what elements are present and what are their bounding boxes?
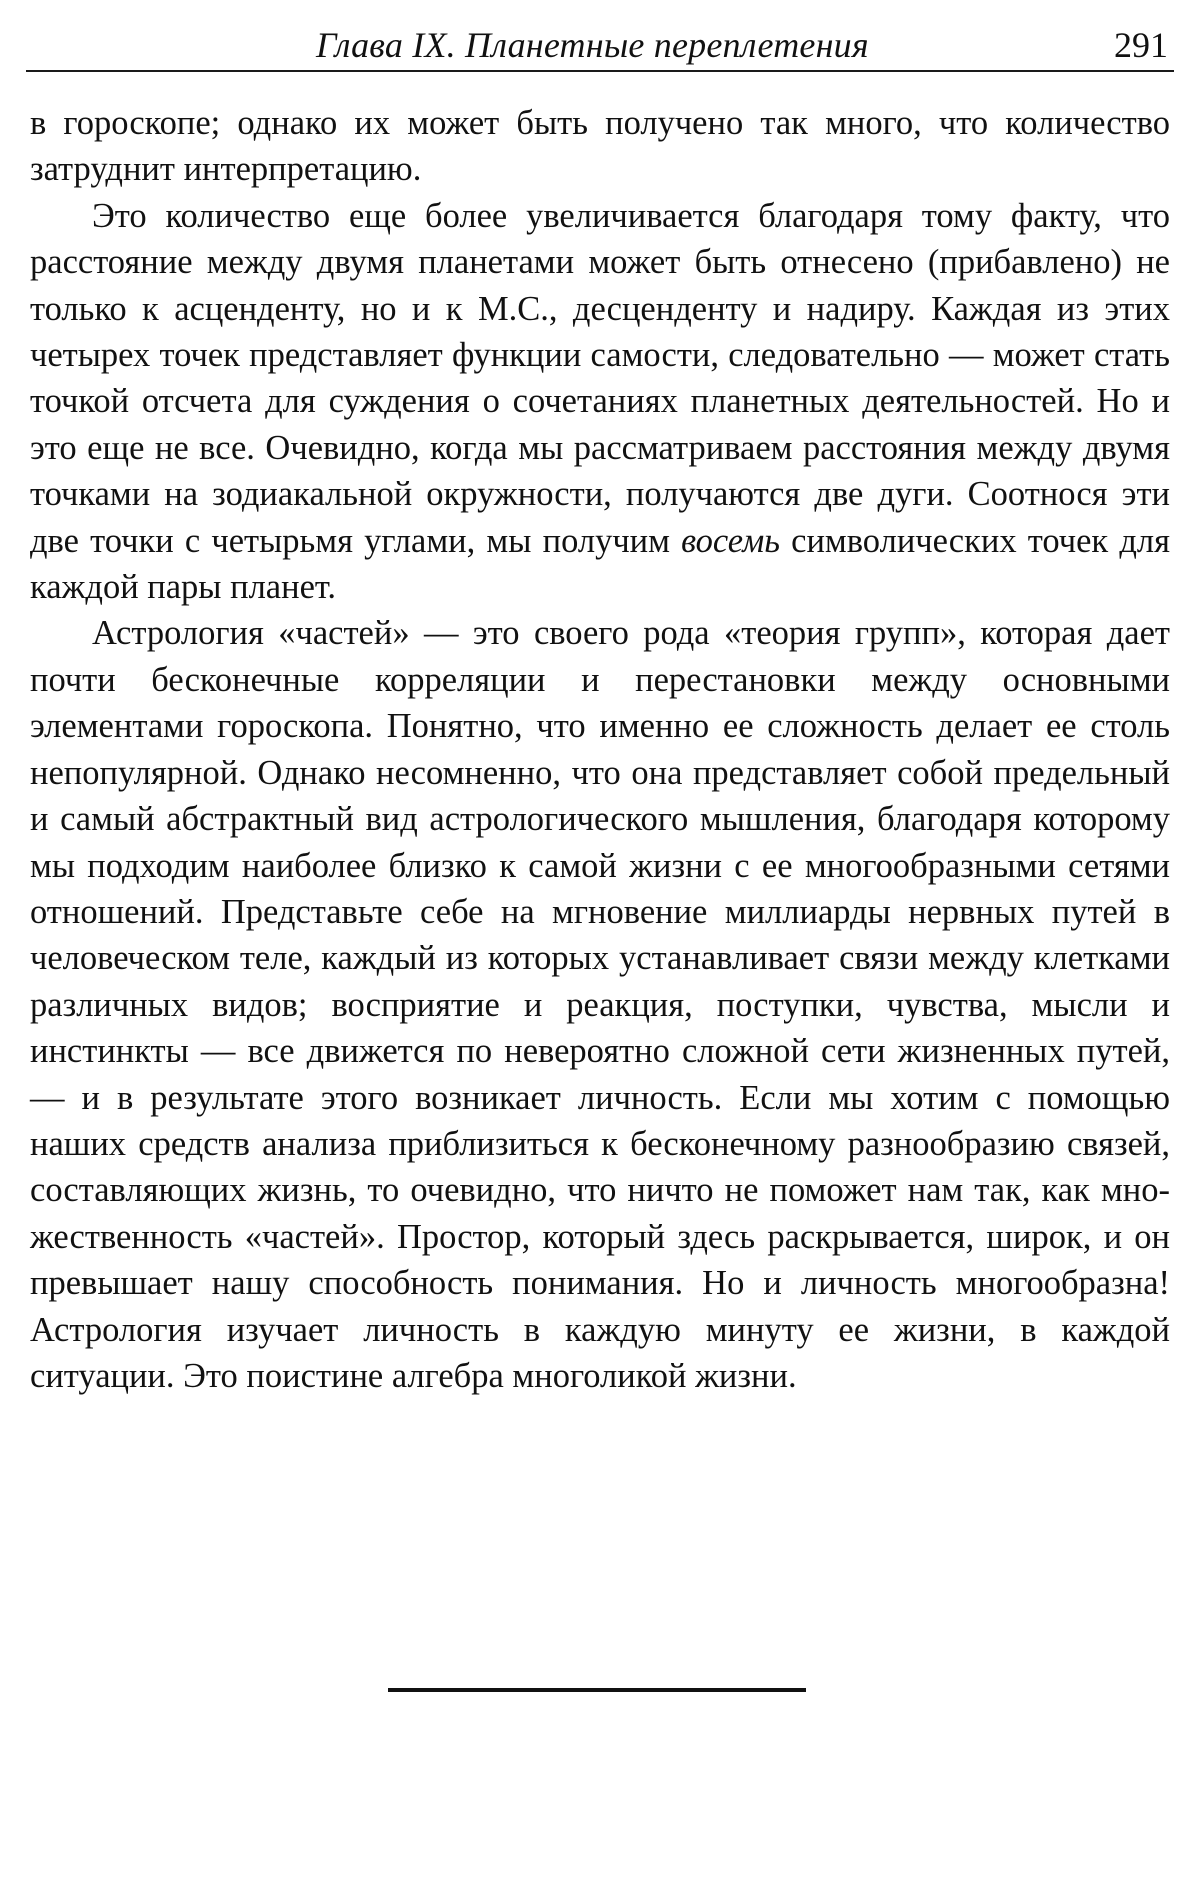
paragraph-3: Астрология «частей» — это своего рода «теория групп», которая дает почти бесконечные корреляции и перестановки между основными элементами гороскопа. Понятно, что именно ее сложность делает ее столь непопулярной. Однако несомненно, что она представляет собой предельный и самый абстрактный вид астрологического мышления, благодаря которому мы подходим наиболее близко к самой жизни с ее многообразными сетями отношений. Представьте себе на мгновение миллиарды нервных путей в человеческом теле, каждый из которых устанавливает связи между клетками различных видов; восприятие и реакция, поступки, чувства, мысли и инстинкты — все движется по невероятно сложной сети жизненных путей, — и в результате этого возникает личность. Если мы хотим с помощью наших средств анализа приблизиться к бесконечному разнообразию связей, составляющих жизнь, то очевидно, что ничто не поможет нам так, как множественность «частей». Простор, который здесь раскрывается, широк, и он превышает нашу способность понимания. Но и личность многообразна! Астрология изучает личность в каждую минуту ее жизни, в каждой ситуации. Это поистине алгебра многоликой жизни. (30, 614, 1170, 1395)
emphasis-word: восемь (681, 521, 780, 560)
running-title: Глава IX. Планетные переплетения (316, 25, 869, 65)
body-text (30, 100, 1170, 1399)
paragraph-2-text-end: символических точек для каждой пары планет. (30, 521, 1170, 607)
section-end-rule (388, 1688, 806, 1692)
page-header (26, 22, 1174, 72)
paragraph-2 (30, 193, 1170, 611)
paragraph-2-text: Это количество еще более увеличивается благодаря тому факту, что расстояние между двумя планетами может быть отнесено (прибавлено) не только к асценденту, но и к М.С., десценденту и надиру. Каждая из этих четырех точек представляет функции самости, следовательно — может стать точкой отсчета для суждения о сочетаниях планетных деятельностей. Но и это еще не все. Очевидно, когда мы рассматриваем расстояния между двумя точками на зодиакальной окружности, получаются две дуги. Соотнося эти две точки с четырьмя углами, мы получим (30, 196, 1170, 560)
page-number: 291 (1114, 25, 1168, 65)
paragraph-1: в гороскопе; однако их может быть получено так много, что количество затруднит интерпретацию. (30, 104, 1170, 189)
